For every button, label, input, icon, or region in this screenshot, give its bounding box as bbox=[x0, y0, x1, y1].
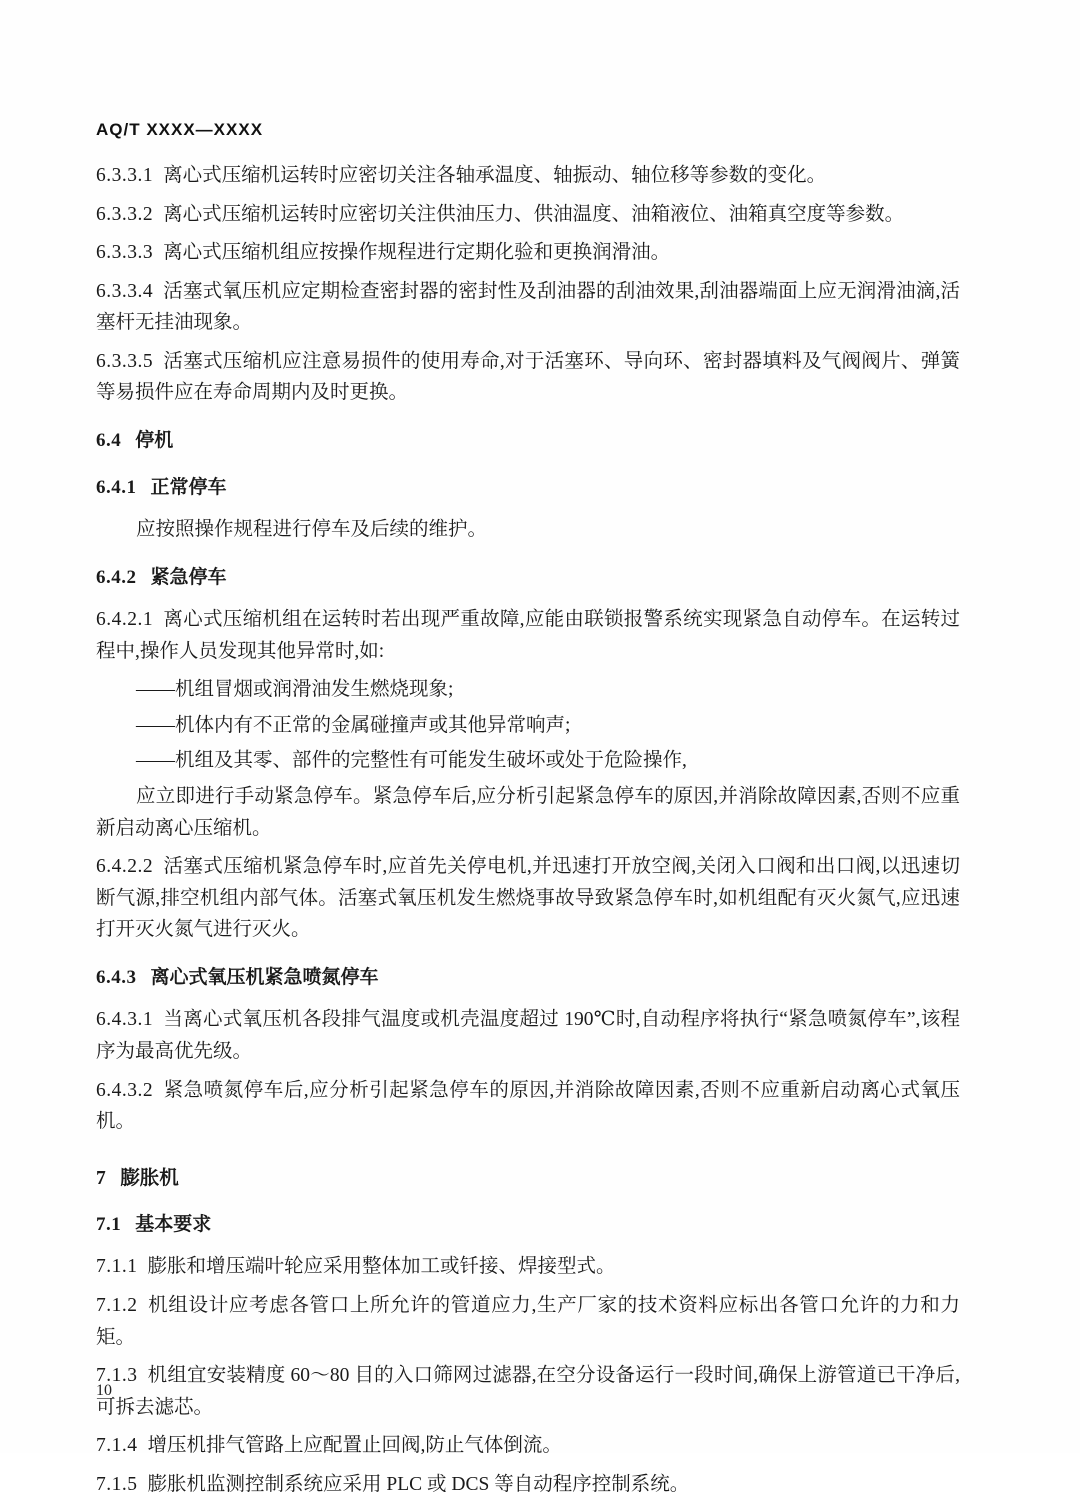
clause-number: 7.1.5 bbox=[96, 1473, 138, 1495]
clause-number: 6.3.3.5 bbox=[96, 350, 154, 372]
heading-number: 6.4.2 bbox=[96, 566, 137, 588]
list-item: ——机体内有不正常的金属碰撞声或其他异常响声; bbox=[136, 714, 571, 736]
section-heading bbox=[96, 427, 960, 456]
heading-text: 紧急停车 bbox=[150, 566, 227, 588]
clause-paragraph bbox=[96, 1290, 960, 1353]
clause-paragraph bbox=[96, 1075, 960, 1138]
heading-number: 6.4 bbox=[96, 430, 122, 452]
clause-paragraph bbox=[96, 160, 960, 192]
clause-number: 7.1.4 bbox=[96, 1435, 138, 1457]
heading-text: 基本要求 bbox=[135, 1213, 212, 1235]
clause-paragraph bbox=[96, 604, 960, 667]
clause-text: 离心式压缩机组应按操作规程进行定期化验和更换润滑油。 bbox=[163, 242, 671, 264]
clause-number: 6.3.3.1 bbox=[96, 165, 154, 186]
clause-text: 增压机排气管路上应配置止回阀,防止气体倒流。 bbox=[147, 1435, 562, 1457]
clause-number: 6.4.2.2 bbox=[96, 856, 154, 878]
body-paragraph: 应立即进行手动紧急停车。紧急停车后,应分析引起紧急停车的原因,并消除故障因素,否则不应重新启动离心压缩机。 bbox=[96, 786, 960, 839]
section-heading bbox=[96, 474, 960, 503]
clause-text: 膨胀和增压端叶轮应采用整体加工或钎接、焊接型式。 bbox=[147, 1256, 616, 1278]
clause-paragraph bbox=[96, 1469, 960, 1501]
clause-text: 离心式压缩机运转时应密切关注供油压力、供油温度、油箱液位、油箱真空度等参数。 bbox=[163, 203, 905, 225]
clause-paragraph bbox=[96, 1004, 960, 1067]
clause-text: 离心式压缩机组在运转时若出现严重故障,应能由联锁报警系统实现紧急自动停车。在运转过程中,操作人员发现其他异常时,如: bbox=[96, 609, 960, 662]
clause-text: 活塞式压缩机紧急停车时,应首先关停电机,并迅速打开放空阀,关闭入口阀和出口阀,以迅速切断气源,排空机组内部气体。活塞式氧压机发生燃烧事故导致紧急停车时,如机组配有灭火氮气,应迅速打开灭火氮气进行灭火。 bbox=[96, 856, 960, 941]
clause-text: 机组设计应考虑各管口上所允许的管道应力,生产厂家的技术资料应标出各管口允许的力和力矩。 bbox=[96, 1295, 960, 1348]
body-paragraph: 应按照操作规程进行停车及后续的维护。 bbox=[136, 519, 488, 541]
page-content bbox=[96, 120, 960, 1508]
heading-text: 离心式氧压机紧急喷氮停车 bbox=[150, 966, 379, 988]
heading-number: 6.4.3 bbox=[96, 966, 137, 988]
clause-paragraph bbox=[96, 1360, 960, 1423]
section-heading bbox=[96, 964, 960, 993]
clause-number: 7.1.3 bbox=[96, 1365, 138, 1387]
page-number: 10 bbox=[96, 1382, 112, 1399]
heading-number: 7.1 bbox=[96, 1213, 122, 1235]
clause-number: 7.1.1 bbox=[96, 1256, 138, 1278]
heading-number: 6.4.1 bbox=[96, 476, 137, 498]
clause-text: 活塞式压缩机应注意易损件的使用寿命,对于活塞环、导向环、密封器填料及气阀阀片、弹簧等易损件应在寿命周期内及时更换。 bbox=[96, 350, 960, 404]
clause-number: 6.4.3.1 bbox=[96, 1009, 154, 1031]
clause-text: 离心式压缩机运转时应密切关注各轴承温度、轴振动、轴位移等参数的变化。 bbox=[163, 165, 827, 186]
clause-text: 当离心式氧压机各段排气温度或机壳温度超过 190℃时,自动程序将执行“紧急喷氮停车”,该程序为最高优先级。 bbox=[96, 1009, 960, 1062]
list-item: ——机组冒烟或润滑油发生燃烧现象; bbox=[136, 679, 454, 701]
heading-text: 膨胀机 bbox=[120, 1166, 179, 1189]
document-body bbox=[96, 160, 960, 1501]
clause-number: 6.4.3.2 bbox=[96, 1079, 154, 1101]
section-heading bbox=[96, 564, 960, 593]
clause-paragraph bbox=[96, 346, 960, 409]
clause-paragraph bbox=[96, 851, 960, 946]
section-heading bbox=[96, 1211, 960, 1240]
clause-number: 7.1.2 bbox=[96, 1295, 138, 1317]
clause-number: 6.3.3.3 bbox=[96, 242, 154, 264]
clause-text: 机组宜安装精度 60～80 目的入口筛网过滤器,在空分设备运行一段时间,确保上游管道已干净后,可拆去滤芯。 bbox=[96, 1365, 960, 1418]
section-heading bbox=[96, 1164, 960, 1193]
clause-number: 6.3.3.2 bbox=[96, 203, 154, 225]
clause-paragraph bbox=[96, 237, 960, 269]
heading-text: 停机 bbox=[135, 430, 174, 452]
heading-number: 7 bbox=[96, 1167, 107, 1189]
clause-paragraph bbox=[96, 199, 960, 231]
clause-text: 膨胀机监测控制系统应采用 PLC 或 DCS 等自动程序控制系统。 bbox=[147, 1473, 690, 1495]
clause-number: 6.4.2.1 bbox=[96, 609, 154, 631]
list-item: ——机组及其零、部件的完整性有可能发生破坏或处于危险操作, bbox=[136, 750, 687, 772]
clause-paragraph bbox=[96, 1430, 960, 1462]
heading-text: 正常停车 bbox=[150, 476, 227, 498]
clause-text: 活塞式氧压机应定期检查密封器的密封性及刮油器的刮油效果,刮油器端面上应无润滑油滴,活塞杆无挂油现象。 bbox=[96, 280, 960, 334]
clause-paragraph bbox=[96, 1251, 960, 1283]
clause-number: 6.3.3.4 bbox=[96, 280, 154, 302]
document-header: AQ/T XXXX—XXXX bbox=[96, 120, 264, 139]
clause-paragraph bbox=[96, 276, 960, 339]
clause-text: 紧急喷氮停车后,应分析引起紧急停车的原因,并消除故障因素,否则不应重新启动离心式氧压机。 bbox=[96, 1079, 960, 1133]
